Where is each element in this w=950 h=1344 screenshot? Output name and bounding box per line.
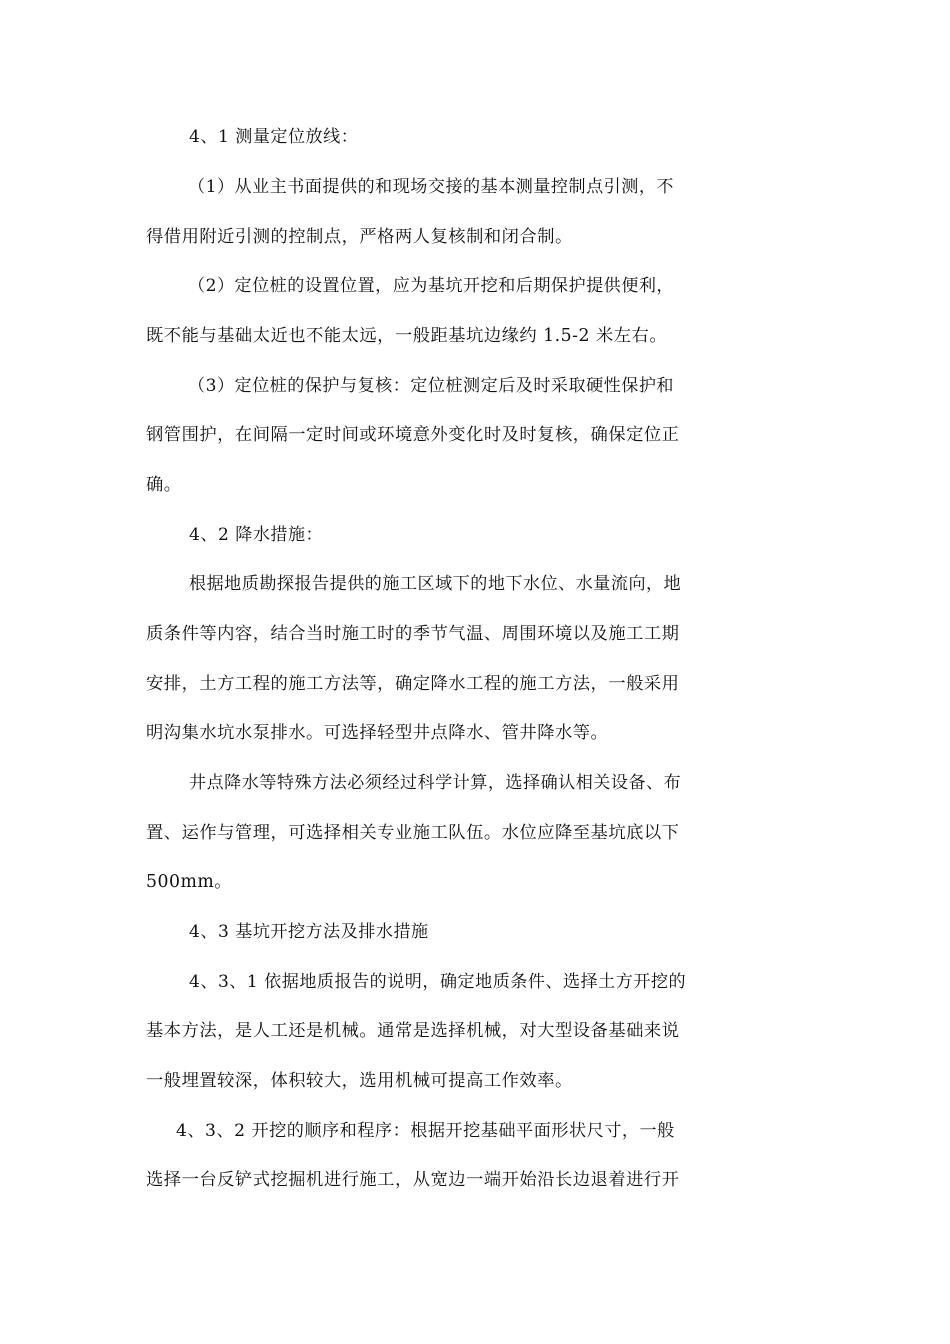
- paragraph-line: 置、运作与管理，可选择相关专业施工队伍。水位应降至基坑底以下: [146, 823, 680, 843]
- paragraph-line: 4、3、1 依据地质报告的说明，确定地质条件、选择土方开挖的: [189, 972, 687, 992]
- paragraph-line: 安排，土方工程的施工方法等，确定降水工程的施工方法，一般采用: [146, 674, 680, 694]
- paragraph-line: （3）定位桩的保护与复核：定位桩测定后及时采取硬性保护和: [188, 376, 674, 396]
- paragraph-line: （1）从业主书面提供的和现场交接的基本测量控制点引测，不: [188, 177, 674, 197]
- paragraph-line: 得借用附近引测的控制点，严格两人复核制和闭合制。: [146, 227, 573, 247]
- paragraph-line: 根据地质勘探报告提供的施工区域下的地下水位、水量流向，地: [189, 574, 682, 594]
- paragraph-line: 明沟集水坑水泵排水。可选择轻型井点降水、管井降水等。: [146, 723, 609, 743]
- paragraph-line: 井点降水等特殊方法必须经过科学计算，选择确认相关设备、布: [189, 773, 682, 793]
- paragraph-line: 一般埋置较深，体积较大，选用机械可提高工作效率。: [146, 1071, 573, 1091]
- section-heading-4-3: 4、3 基坑开挖方法及排水措施: [189, 922, 429, 942]
- paragraph-line: 既不能与基础太近也不能太远，一般距基坑边缘约 1.5-2 米左右。: [146, 326, 668, 346]
- paragraph-line: 500mm。: [146, 872, 233, 892]
- section-heading-4-1: 4、1 测量定位放线：: [189, 127, 359, 147]
- paragraph-line: 质条件等内容，结合当时施工时的季节气温、周围环境以及施工工期: [146, 624, 680, 644]
- section-heading-4-2: 4、2 降水措施：: [189, 525, 324, 545]
- paragraph-line: 选择一台反铲式挖掘机进行施工，从宽边一端开始沿长边退着进行开: [146, 1170, 680, 1190]
- paragraph-line: 4、3、2 开挖的顺序和程序：根据开挖基础平面形状尺寸，一般: [176, 1121, 675, 1141]
- paragraph-line: 基本方法，是人工还是机械。通常是选择机械，对大型设备基础来说: [146, 1021, 680, 1041]
- paragraph-line: 钢管围护，在间隔一定时间或环境意外变化时及时复核，确保定位正: [146, 425, 680, 445]
- paragraph-line: 确。: [146, 475, 182, 495]
- paragraph-line: （2）定位桩的设置位置，应为基坑开挖和后期保护提供便利，: [188, 276, 674, 296]
